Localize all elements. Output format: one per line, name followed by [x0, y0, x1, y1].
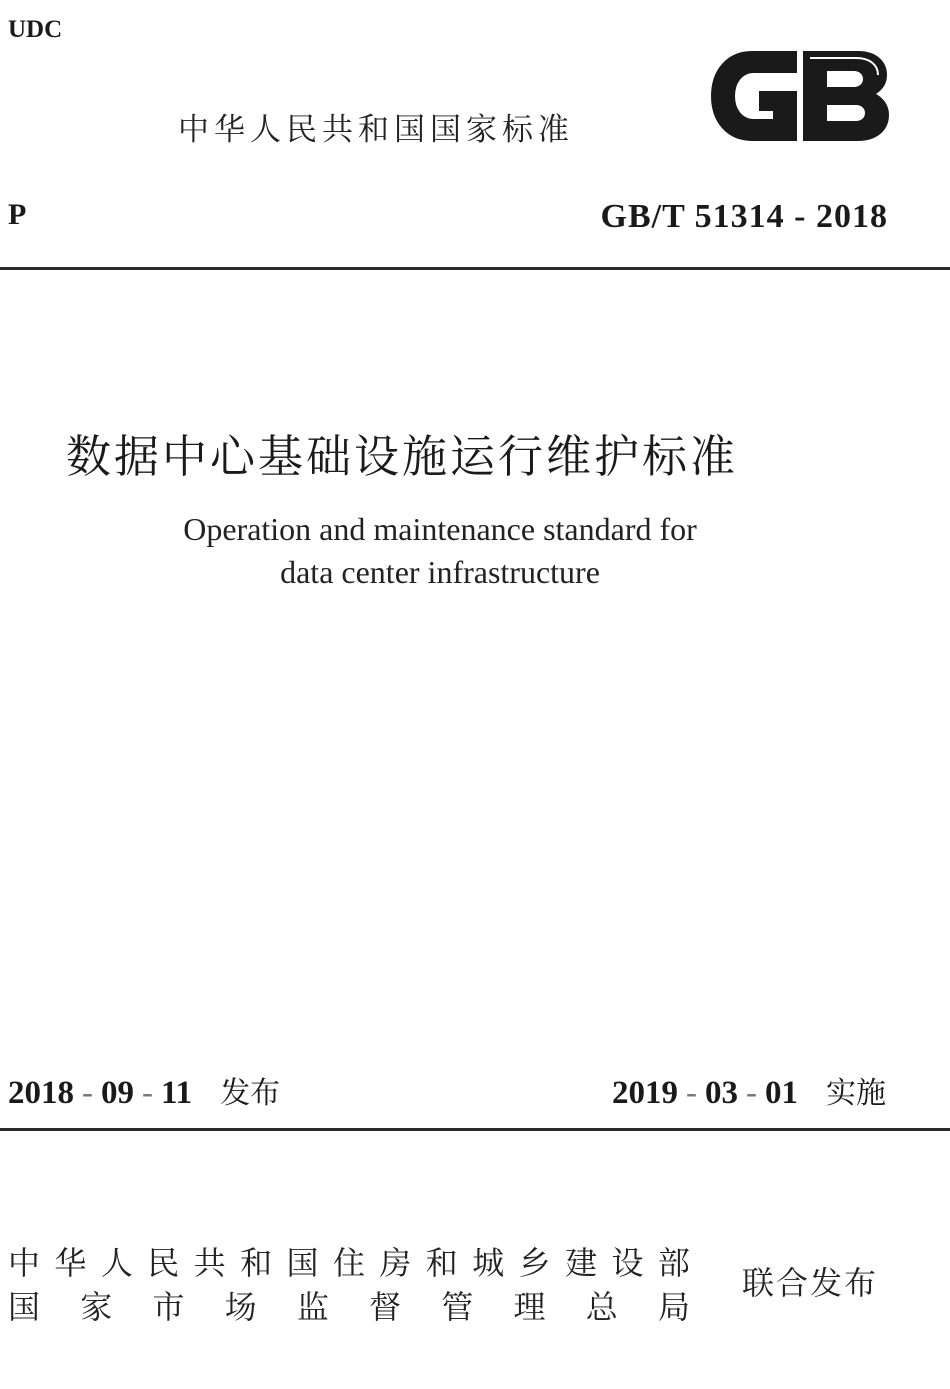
issuer-char: 华 [54, 1244, 87, 1282]
issuer-char: 人 [100, 1244, 133, 1282]
date-separator: - [686, 1075, 697, 1111]
national-standard-heading: 中华人民共和国国家标准 [178, 112, 574, 148]
joint-issue-label: 联合发布 [742, 1264, 879, 1302]
issuer-char: 中 [8, 1244, 41, 1282]
issuer-char: 理 [513, 1288, 546, 1326]
issuer-char: 局 [657, 1288, 690, 1326]
issuer-char: 监 [296, 1288, 329, 1326]
issuer-char: 家 [80, 1288, 113, 1326]
date-separator: - [142, 1075, 153, 1111]
category-code: P [8, 198, 27, 231]
standard-number: GB/T 51314 - 2018 [600, 198, 888, 235]
issuer-char: 住 [332, 1244, 365, 1282]
issuer-char: 市 [152, 1288, 185, 1326]
issuer-char: 设 [611, 1244, 644, 1282]
issuer-char: 和 [425, 1244, 458, 1282]
issue-label: 发布 [220, 1076, 281, 1111]
issue-day: 11 [161, 1075, 193, 1111]
issuer-char: 乡 [518, 1244, 551, 1282]
issuer-char: 总 [585, 1288, 618, 1326]
gb-logo-letter-g [712, 52, 796, 140]
issuer-char: 国 [8, 1288, 41, 1326]
issue-month: 09 [101, 1075, 134, 1111]
issuer-char: 部 [657, 1244, 690, 1282]
implementation-date [612, 1068, 886, 1112]
issue-year: 2018 [8, 1075, 74, 1111]
title-chinese: 数据中心基础设施运行维护标准 [66, 430, 739, 483]
issuer-char: 和 [240, 1244, 273, 1282]
issuer-market-regulation [8, 1282, 690, 1328]
implement-day: 01 [765, 1075, 798, 1111]
issue-date [8, 1068, 280, 1112]
issuer-char: 城 [472, 1244, 505, 1282]
issuer-char: 督 [369, 1288, 402, 1326]
udc-label: UDC [8, 16, 63, 43]
issuer-char: 建 [565, 1244, 598, 1282]
issuer-char: 民 [147, 1244, 180, 1282]
issuer-ministry-housing [8, 1238, 690, 1284]
implement-year: 2019 [612, 1075, 678, 1111]
header-divider [0, 267, 950, 270]
title-english-line-1: Operation and maintenance standard for [183, 511, 697, 547]
issuer-char: 场 [224, 1288, 257, 1326]
issuer-char: 房 [379, 1244, 412, 1282]
gb-logo [708, 48, 890, 144]
title-english-line-2: data center infrastructure [280, 554, 600, 590]
issuer-char: 管 [441, 1288, 474, 1326]
issuer-char: 共 [193, 1244, 226, 1282]
date-separator: - [82, 1075, 93, 1111]
issuer-char: 国 [286, 1244, 319, 1282]
footer-divider [0, 1128, 950, 1131]
implement-label: 实施 [826, 1076, 886, 1111]
title-english [0, 508, 880, 594]
date-separator: - [746, 1075, 757, 1111]
implement-month: 03 [705, 1075, 738, 1111]
